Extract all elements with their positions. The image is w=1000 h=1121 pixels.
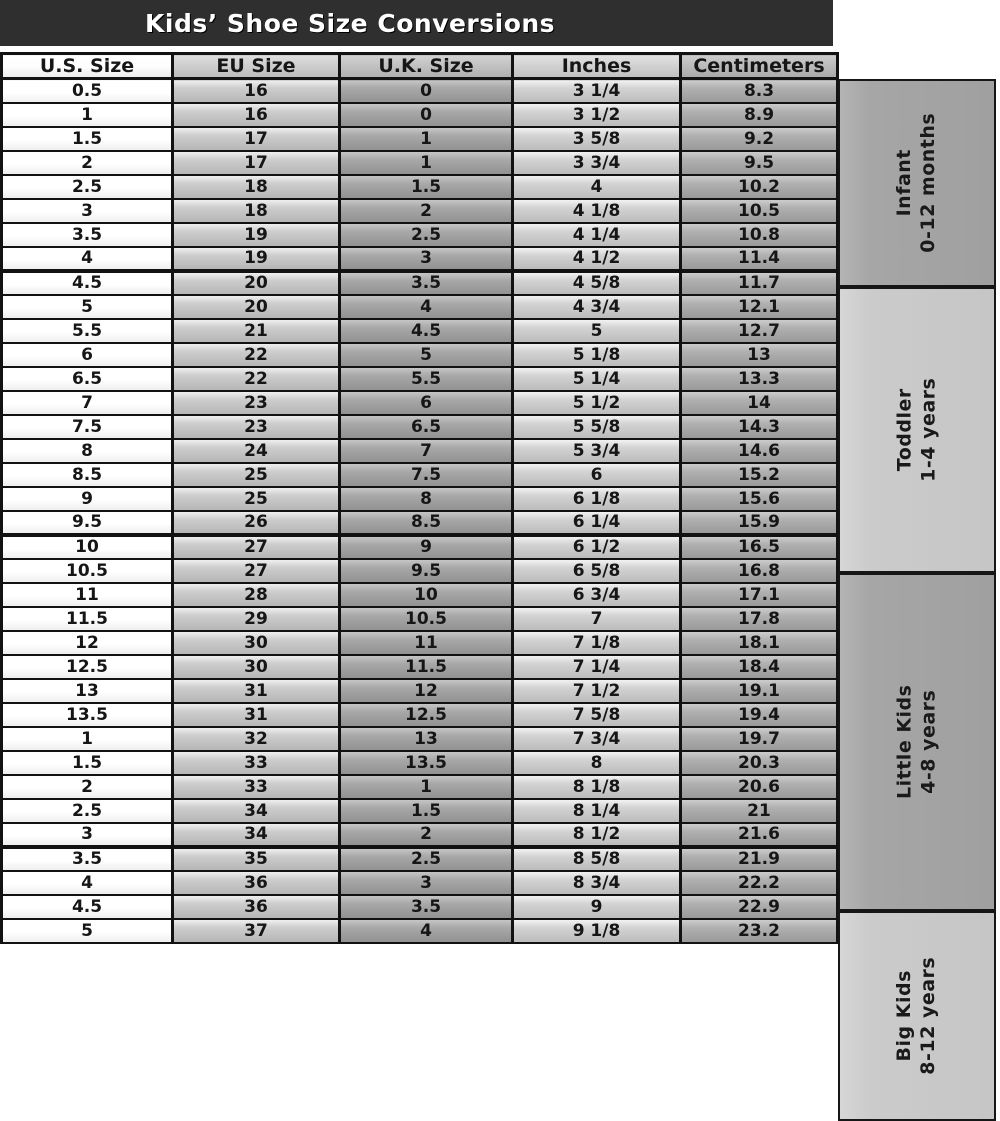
age-group-toddler [838, 287, 996, 573]
inches-cell: 7 5/8 [513, 703, 681, 727]
us-size-cell: 3.5 [2, 847, 173, 871]
us-size-cell: 9.5 [2, 511, 173, 535]
inches-cell: 3 3/4 [513, 151, 681, 175]
uk-size-cell: 1 [340, 127, 513, 151]
age-group-range: 1-4 years [917, 377, 939, 483]
eu-size-cell: 23 [173, 415, 340, 439]
centimeters-cell: 13 [681, 343, 838, 367]
header-row [2, 54, 838, 79]
uk-size-cell: 5 [340, 343, 513, 367]
us-size-cell: 11.5 [2, 607, 173, 631]
eu-size-cell: 29 [173, 607, 340, 631]
age-group-name: Infant [893, 149, 916, 217]
centimeters-cell: 12.7 [681, 319, 838, 343]
eu-size-cell: 20 [173, 295, 340, 319]
header-centimeters: Centimeters [681, 54, 838, 79]
centimeters-cell: 20.3 [681, 751, 838, 775]
us-size-cell: 2 [2, 151, 173, 175]
us-size-cell: 2 [2, 775, 173, 799]
table-row [2, 487, 838, 511]
us-size-cell: 12 [2, 631, 173, 655]
inches-cell: 5 1/8 [513, 343, 681, 367]
uk-size-cell: 1.5 [340, 175, 513, 199]
eu-size-cell: 20 [173, 271, 340, 295]
centimeters-cell: 19.4 [681, 703, 838, 727]
table-row [2, 199, 838, 223]
title-bar [0, 0, 833, 46]
age-group-name: Little Kids [893, 684, 916, 800]
centimeters-cell: 11.4 [681, 247, 838, 271]
eu-size-cell: 19 [173, 247, 340, 271]
uk-size-cell: 3.5 [340, 895, 513, 919]
centimeters-cell: 11.7 [681, 271, 838, 295]
uk-size-cell: 13.5 [340, 751, 513, 775]
age-group-label [893, 113, 941, 253]
table-row [2, 463, 838, 487]
centimeters-cell: 14.6 [681, 439, 838, 463]
inches-cell: 7 [513, 607, 681, 631]
eu-size-cell: 22 [173, 343, 340, 367]
centimeters-cell: 9.2 [681, 127, 838, 151]
eu-size-cell: 31 [173, 679, 340, 703]
us-size-cell: 3 [2, 199, 173, 223]
uk-size-cell: 9.5 [340, 559, 513, 583]
us-size-cell: 6 [2, 343, 173, 367]
table-row [2, 175, 838, 199]
conversion-table-body [2, 79, 838, 943]
eu-size-cell: 26 [173, 511, 340, 535]
centimeters-cell: 18.1 [681, 631, 838, 655]
uk-size-cell: 3.5 [340, 271, 513, 295]
age-group-big-kids [838, 911, 996, 1121]
centimeters-cell: 9.5 [681, 151, 838, 175]
inches-cell: 5 1/2 [513, 391, 681, 415]
centimeters-cell: 22.9 [681, 895, 838, 919]
table-row [2, 319, 838, 343]
eu-size-cell: 36 [173, 871, 340, 895]
header-us-size: U.S. Size [2, 54, 173, 79]
uk-size-cell: 3 [340, 247, 513, 271]
age-group-name: Big Kids [893, 970, 916, 1062]
conversion-table [0, 52, 839, 944]
uk-size-cell: 10.5 [340, 607, 513, 631]
centimeters-cell: 21 [681, 799, 838, 823]
uk-size-cell: 12 [340, 679, 513, 703]
table-row [2, 439, 838, 463]
centimeters-cell: 17.8 [681, 607, 838, 631]
uk-size-cell: 8.5 [340, 511, 513, 535]
inches-cell: 4 1/8 [513, 199, 681, 223]
us-size-cell: 13 [2, 679, 173, 703]
us-size-cell: 7.5 [2, 415, 173, 439]
centimeters-cell: 15.9 [681, 511, 838, 535]
table-row [2, 535, 838, 559]
centimeters-cell: 18.4 [681, 655, 838, 679]
inches-cell: 3 5/8 [513, 127, 681, 151]
age-group-little-kids [838, 573, 996, 911]
centimeters-cell: 10.8 [681, 223, 838, 247]
us-size-cell: 1.5 [2, 127, 173, 151]
eu-size-cell: 36 [173, 895, 340, 919]
us-size-cell: 2.5 [2, 799, 173, 823]
inches-cell: 4 5/8 [513, 271, 681, 295]
table-row [2, 247, 838, 271]
eu-size-cell: 27 [173, 535, 340, 559]
table-row [2, 391, 838, 415]
table-row [2, 703, 838, 727]
header-eu-size: EU Size [173, 54, 340, 79]
table-row [2, 559, 838, 583]
eu-size-cell: 19 [173, 223, 340, 247]
uk-size-cell: 5.5 [340, 367, 513, 391]
table-row [2, 775, 838, 799]
centimeters-cell: 23.2 [681, 919, 838, 943]
inches-cell: 8 1/8 [513, 775, 681, 799]
inches-cell: 9 1/8 [513, 919, 681, 943]
eu-size-cell: 25 [173, 487, 340, 511]
inches-cell: 3 1/2 [513, 103, 681, 127]
uk-size-cell: 13 [340, 727, 513, 751]
table-row [2, 679, 838, 703]
eu-size-cell: 35 [173, 847, 340, 871]
table-row [2, 583, 838, 607]
centimeters-cell: 10.2 [681, 175, 838, 199]
table-row [2, 103, 838, 127]
centimeters-cell: 19.7 [681, 727, 838, 751]
inches-cell: 9 [513, 895, 681, 919]
centimeters-cell: 15.2 [681, 463, 838, 487]
eu-size-cell: 30 [173, 631, 340, 655]
us-size-cell: 8.5 [2, 463, 173, 487]
uk-size-cell: 1.5 [340, 799, 513, 823]
eu-size-cell: 33 [173, 775, 340, 799]
age-group-range: 8-12 years [917, 957, 939, 1075]
inches-cell: 5 5/8 [513, 415, 681, 439]
us-size-cell: 7 [2, 391, 173, 415]
us-size-cell: 6.5 [2, 367, 173, 391]
us-size-cell: 4.5 [2, 271, 173, 295]
inches-cell: 4 1/2 [513, 247, 681, 271]
inches-cell: 8 5/8 [513, 847, 681, 871]
table-row [2, 751, 838, 775]
table-row [2, 919, 838, 943]
uk-size-cell: 11.5 [340, 655, 513, 679]
uk-size-cell: 4.5 [340, 319, 513, 343]
table-row [2, 871, 838, 895]
header-inches: Inches [513, 54, 681, 79]
eu-size-cell: 34 [173, 799, 340, 823]
inches-cell: 6 3/4 [513, 583, 681, 607]
uk-size-cell: 2.5 [340, 223, 513, 247]
table-row [2, 607, 838, 631]
centimeters-cell: 13.3 [681, 367, 838, 391]
table-row [2, 151, 838, 175]
inches-cell: 4 1/4 [513, 223, 681, 247]
inches-cell: 6 1/4 [513, 511, 681, 535]
us-size-cell: 11 [2, 583, 173, 607]
eu-size-cell: 25 [173, 463, 340, 487]
us-size-cell: 1.5 [2, 751, 173, 775]
centimeters-cell: 21.6 [681, 823, 838, 847]
uk-size-cell: 10 [340, 583, 513, 607]
centimeters-cell: 19.1 [681, 679, 838, 703]
us-size-cell: 10.5 [2, 559, 173, 583]
inches-cell: 5 [513, 319, 681, 343]
eu-size-cell: 22 [173, 367, 340, 391]
uk-size-cell: 6 [340, 391, 513, 415]
age-group-label [893, 957, 941, 1075]
eu-size-cell: 16 [173, 103, 340, 127]
uk-size-cell: 1 [340, 151, 513, 175]
eu-size-cell: 33 [173, 751, 340, 775]
table-row [2, 655, 838, 679]
uk-size-cell: 12.5 [340, 703, 513, 727]
uk-size-cell: 11 [340, 631, 513, 655]
inches-cell: 8 1/2 [513, 823, 681, 847]
table-row [2, 127, 838, 151]
table-row [2, 79, 838, 103]
page-title: Kids’ Shoe Size Conversions [145, 8, 556, 38]
eu-size-cell: 24 [173, 439, 340, 463]
inches-cell: 7 3/4 [513, 727, 681, 751]
us-size-cell: 13.5 [2, 703, 173, 727]
inches-cell: 6 [513, 463, 681, 487]
eu-size-cell: 34 [173, 823, 340, 847]
us-size-cell: 3 [2, 823, 173, 847]
eu-size-cell: 16 [173, 79, 340, 103]
us-size-cell: 9 [2, 487, 173, 511]
table-row [2, 295, 838, 319]
us-size-cell: 10 [2, 535, 173, 559]
us-size-cell: 4.5 [2, 895, 173, 919]
inches-cell: 8 3/4 [513, 871, 681, 895]
table-row [2, 847, 838, 871]
uk-size-cell: 8 [340, 487, 513, 511]
age-group-infant [838, 79, 996, 287]
centimeters-cell: 8.3 [681, 79, 838, 103]
inches-cell: 6 1/8 [513, 487, 681, 511]
age-group-range: 0-12 months [917, 113, 939, 253]
uk-size-cell: 6.5 [340, 415, 513, 439]
age-group-label [893, 378, 941, 482]
eu-size-cell: 17 [173, 151, 340, 175]
uk-size-cell: 0 [340, 79, 513, 103]
centimeters-cell: 17.1 [681, 583, 838, 607]
centimeters-cell: 15.6 [681, 487, 838, 511]
centimeters-cell: 10.5 [681, 199, 838, 223]
inches-cell: 3 1/4 [513, 79, 681, 103]
centimeters-cell: 12.1 [681, 295, 838, 319]
eu-size-cell: 27 [173, 559, 340, 583]
us-size-cell: 5.5 [2, 319, 173, 343]
uk-size-cell: 9 [340, 535, 513, 559]
centimeters-cell: 21.9 [681, 847, 838, 871]
eu-size-cell: 37 [173, 919, 340, 943]
inches-cell: 4 [513, 175, 681, 199]
inches-cell: 5 1/4 [513, 367, 681, 391]
centimeters-cell: 16.5 [681, 535, 838, 559]
uk-size-cell: 0 [340, 103, 513, 127]
uk-size-cell: 3 [340, 871, 513, 895]
age-group-name: Toddler [893, 388, 916, 472]
centimeters-cell: 16.8 [681, 559, 838, 583]
table-row [2, 343, 838, 367]
table-row [2, 799, 838, 823]
inches-cell: 8 [513, 751, 681, 775]
uk-size-cell: 7 [340, 439, 513, 463]
us-size-cell: 5 [2, 295, 173, 319]
inches-cell: 7 1/8 [513, 631, 681, 655]
uk-size-cell: 2 [340, 823, 513, 847]
centimeters-cell: 8.9 [681, 103, 838, 127]
us-size-cell: 5 [2, 919, 173, 943]
centimeters-cell: 14.3 [681, 415, 838, 439]
eu-size-cell: 32 [173, 727, 340, 751]
centimeters-cell: 14 [681, 391, 838, 415]
eu-size-cell: 30 [173, 655, 340, 679]
us-size-cell: 3.5 [2, 223, 173, 247]
age-group-range: 4-8 years [916, 689, 939, 795]
centimeters-cell: 20.6 [681, 775, 838, 799]
inches-cell: 8 1/4 [513, 799, 681, 823]
us-size-cell: 4 [2, 247, 173, 271]
table-row [2, 415, 838, 439]
us-size-cell: 12.5 [2, 655, 173, 679]
inches-cell: 6 1/2 [513, 535, 681, 559]
us-size-cell: 1 [2, 103, 173, 127]
table-row [2, 511, 838, 535]
uk-size-cell: 4 [340, 919, 513, 943]
table-row [2, 223, 838, 247]
inches-cell: 6 5/8 [513, 559, 681, 583]
us-size-cell: 8 [2, 439, 173, 463]
inches-cell: 7 1/2 [513, 679, 681, 703]
inches-cell: 4 3/4 [513, 295, 681, 319]
age-group-label [893, 685, 941, 799]
us-size-cell: 1 [2, 727, 173, 751]
eu-size-cell: 18 [173, 199, 340, 223]
table-row [2, 631, 838, 655]
us-size-cell: 4 [2, 871, 173, 895]
inches-cell: 5 3/4 [513, 439, 681, 463]
centimeters-cell: 22.2 [681, 871, 838, 895]
uk-size-cell: 7.5 [340, 463, 513, 487]
uk-size-cell: 1 [340, 775, 513, 799]
header-uk-size: U.K. Size [340, 54, 513, 79]
eu-size-cell: 21 [173, 319, 340, 343]
table-row [2, 367, 838, 391]
uk-size-cell: 4 [340, 295, 513, 319]
table-row [2, 823, 838, 847]
table-row [2, 895, 838, 919]
eu-size-cell: 28 [173, 583, 340, 607]
inches-cell: 7 1/4 [513, 655, 681, 679]
uk-size-cell: 2 [340, 199, 513, 223]
us-size-cell: 0.5 [2, 79, 173, 103]
table-row [2, 727, 838, 751]
uk-size-cell: 2.5 [340, 847, 513, 871]
eu-size-cell: 17 [173, 127, 340, 151]
eu-size-cell: 23 [173, 391, 340, 415]
us-size-cell: 2.5 [2, 175, 173, 199]
table-row [2, 271, 838, 295]
eu-size-cell: 18 [173, 175, 340, 199]
eu-size-cell: 31 [173, 703, 340, 727]
